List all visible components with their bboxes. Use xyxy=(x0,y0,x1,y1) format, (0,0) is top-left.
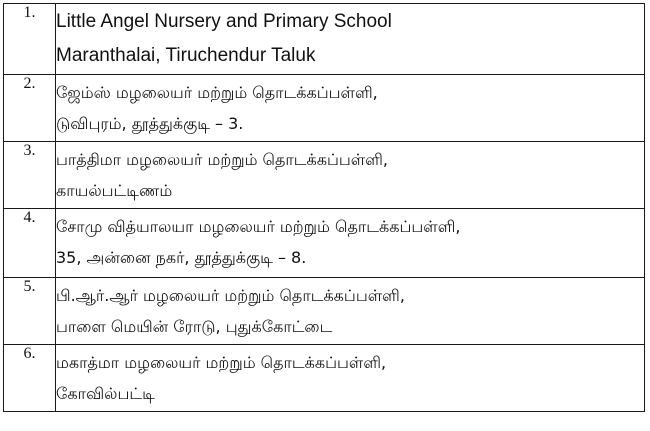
row-number: 4. xyxy=(4,209,56,278)
school-name: மகாத்மா மழலையர் மற்றும் தொடக்கப்பள்ளி, xyxy=(56,353,387,372)
table-row xyxy=(4,142,645,209)
school-entry xyxy=(56,209,645,278)
school-entry xyxy=(56,345,645,412)
school-address: Maranthalai, Tiruchendur Taluk xyxy=(56,45,316,66)
school-address: பாளை மெயின் ரோடு, புதுக்கோட்டை xyxy=(56,317,333,336)
school-name: Little Angel Nursery and Primary School xyxy=(56,11,392,32)
row-number: 5. xyxy=(4,278,56,345)
school-entry xyxy=(56,142,645,209)
school-entry xyxy=(56,75,645,142)
school-name: பாத்திமா மழலையர் மற்றும் தொடக்கப்பள்ளி, xyxy=(56,150,389,169)
school-address: காயல்பட்டிணம் xyxy=(56,181,173,200)
row-number: 6. xyxy=(4,345,56,412)
table-row xyxy=(4,278,645,345)
row-number: 2. xyxy=(4,75,56,142)
school-entry xyxy=(56,278,645,345)
school-address: 35, அன்னை நகர், தூத்துக்குடி – 8. xyxy=(56,248,307,267)
table-row xyxy=(4,345,645,412)
school-name: பி.ஆர்.ஆர் மழலையர் மற்றும் தொடக்கப்பள்ளி, xyxy=(56,286,405,305)
school-address: கோவில்பட்டி xyxy=(56,384,155,403)
row-number: 1. xyxy=(4,4,56,75)
school-name: ஜேம்ஸ் மழலையர் மற்றும் தொடக்கப்பள்ளி, xyxy=(56,83,378,102)
school-entry xyxy=(56,4,645,75)
school-address: டுவிபுரம், தூத்துக்குடி – 3. xyxy=(56,114,244,133)
table-row xyxy=(4,75,645,142)
table-row xyxy=(4,4,645,75)
school-list-table xyxy=(3,3,645,412)
school-name: சோமு வித்யாலயா மழலையர் மற்றும் தொடக்கப்பள்ளி, xyxy=(56,217,461,236)
row-number: 3. xyxy=(4,142,56,209)
table-row xyxy=(4,209,645,278)
